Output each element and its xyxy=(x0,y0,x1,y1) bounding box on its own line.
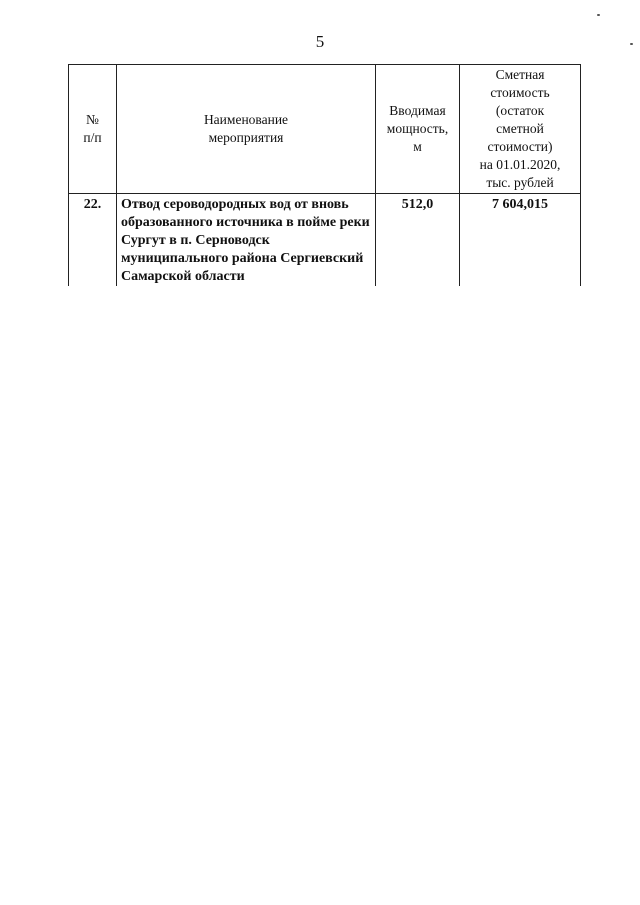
scan-speck xyxy=(597,14,600,16)
scan-speck xyxy=(630,43,633,45)
row-power: 512,0 xyxy=(376,194,460,287)
table-row xyxy=(69,194,581,287)
header-power: Вводимая мощность, м xyxy=(376,65,460,194)
header-name: Наименование мероприятия xyxy=(117,65,376,194)
row-number: 22. xyxy=(69,194,117,287)
row-cost: 7 604,015 xyxy=(460,194,581,287)
table-header-row xyxy=(69,65,581,194)
measures-table xyxy=(68,64,581,286)
page-number: 5 xyxy=(315,32,325,51)
row-name: Отвод сероводородных вод от вновь образованного источника в пойме реки Сургут в п. Серноводск муниципального района Сергиевский Самарской области xyxy=(117,194,376,287)
header-cost: Сметная стоимость (остаток сметной стоимости) на 01.01.2020, тыс. рублей xyxy=(460,65,581,194)
header-number: № п/п xyxy=(69,65,117,194)
